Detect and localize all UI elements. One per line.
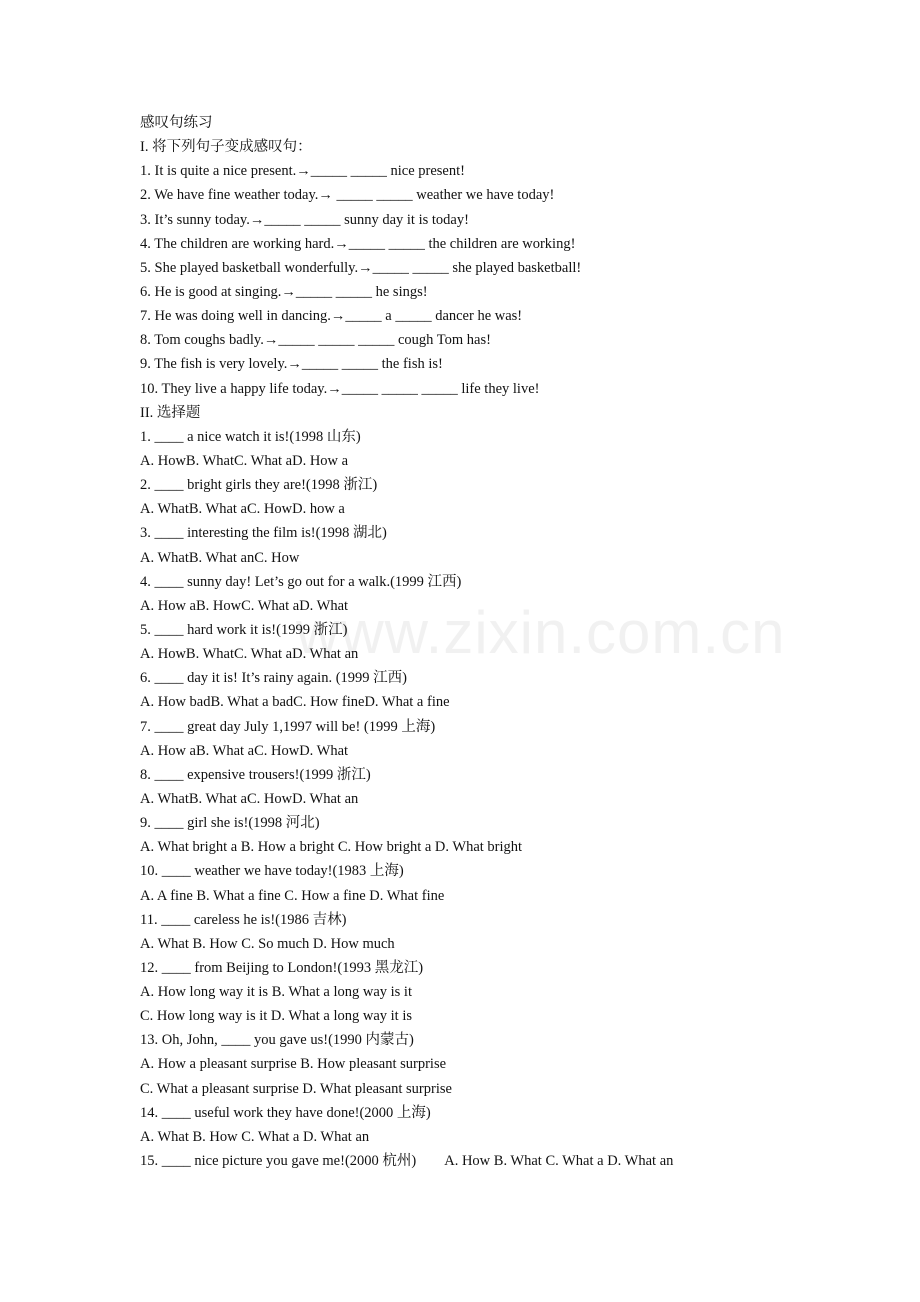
question-line: 13. Oh, John, ____ you gave us!(1990 内蒙古)	[140, 1032, 414, 1049]
options-line: A. HowB. WhatC. What aD. What an	[140, 646, 359, 663]
question-line: 2. ____ bright girls they are!(1998 浙江)	[140, 477, 378, 494]
options-line: A. How aB. HowC. What aD. What	[140, 597, 349, 614]
exercise-item: 3. It’s sunny today.→_____ _____ sunny day it is today!	[140, 211, 469, 228]
exercise-item: 6. He is good at singing.→_____ _____ he sings!	[140, 283, 428, 300]
question-line: 5. ____ hard work it is!(1999 浙江)	[140, 621, 348, 638]
section-1-heading: I. 将下列句子变成感叹句：	[140, 139, 312, 156]
question-line: 7. ____ great day July 1,1997 will be! (1999 上海)	[140, 718, 436, 735]
question-line: 8. ____ expensive trousers!(1999 浙江)	[140, 766, 371, 783]
options-line: C. How long way is it D. What a long way it is	[140, 1008, 412, 1025]
question-line: 9. ____ girl she is!(1998 河北)	[140, 815, 320, 832]
exercise-item: 10. They live a happy life today.→_____ _____ _____ life they live!	[140, 380, 540, 397]
exercise-item: 9. The fish is very lovely.→_____ _____ the fish is!	[140, 356, 443, 373]
question-line: 3. ____ interesting the film is!(1998 湖北)	[140, 525, 387, 542]
document-body	[140, 111, 780, 1173]
exercise-item: 2. We have fine weather today.→ _____ _____ weather we have today!	[140, 187, 555, 204]
last-question-line	[140, 1149, 780, 1173]
options-line: A. How badB. What a badC. How fineD. What a fine	[140, 694, 450, 711]
question-line: 12. ____ from Beijing to London!(1993 黑龙江)	[140, 959, 424, 976]
document-title: 感叹句练习	[140, 115, 213, 131]
options-line: A. A fine B. What a fine C. How a fine D. What fine	[140, 887, 445, 904]
options-line: A. HowB. WhatC. What aD. How a	[140, 452, 349, 469]
section-2-heading: II. 选择题	[140, 404, 201, 421]
question-line: 4. ____ sunny day! Let’s go out for a walk.(1999 江西)	[140, 573, 462, 590]
question-text: 15. ____ nice picture you gave me!(2000 杭州)	[140, 1153, 417, 1170]
options-line: A. How a pleasant surprise B. How pleasant surprise	[140, 1056, 447, 1073]
exercise-item: 8. Tom coughs badly.→_____ _____ _____ cough Tom has!	[140, 332, 491, 349]
options-line: A. WhatB. What aC. HowD. What an	[140, 790, 359, 807]
options-line: A. WhatB. What aC. HowD. how a	[140, 501, 345, 518]
options-text: A. How B. What C. What a D. What an	[444, 1153, 674, 1170]
section-1-items	[140, 159, 780, 400]
question-line: 6. ____ day it is! It’s rainy again. (1999 江西)	[140, 670, 407, 687]
options-line: A. What bright a B. How a bright C. How bright a D. What bright	[140, 839, 523, 856]
options-line: A. What B. How C. What a D. What an	[140, 1128, 370, 1145]
question-line: 11. ____ careless he is!(1986 吉林)	[140, 911, 347, 928]
question-line: 10. ____ weather we have today!(1983 上海)	[140, 863, 404, 880]
options-line: A. How long way it is B. What a long way is it	[140, 984, 412, 1001]
exercise-item: 4. The children are working hard.→_____ _____ the children are working!	[140, 235, 576, 252]
question-line: 14. ____ useful work they have done!(2000 上海)	[140, 1104, 431, 1121]
section-2-items	[140, 425, 780, 1173]
options-line: A. What B. How C. So much D. How much	[140, 935, 395, 952]
exercise-item: 7. He was doing well in dancing.→_____ a _____ dancer he was!	[140, 308, 523, 325]
options-line: A. WhatB. What anC. How	[140, 549, 300, 566]
exercise-item: 1. It is quite a nice present.→_____ _____ nice present!	[140, 163, 465, 180]
question-line: 1. ____ a nice watch it is!(1998 山东)	[140, 428, 361, 445]
options-line: A. How aB. What aC. HowD. What	[140, 742, 349, 759]
options-line: C. What a pleasant surprise D. What pleasant surprise	[140, 1080, 452, 1097]
exercise-item: 5. She played basketball wonderfully.→_____ _____ she played basketball!	[140, 259, 582, 276]
watermark: www.zixin.com.cn	[296, 599, 786, 666]
